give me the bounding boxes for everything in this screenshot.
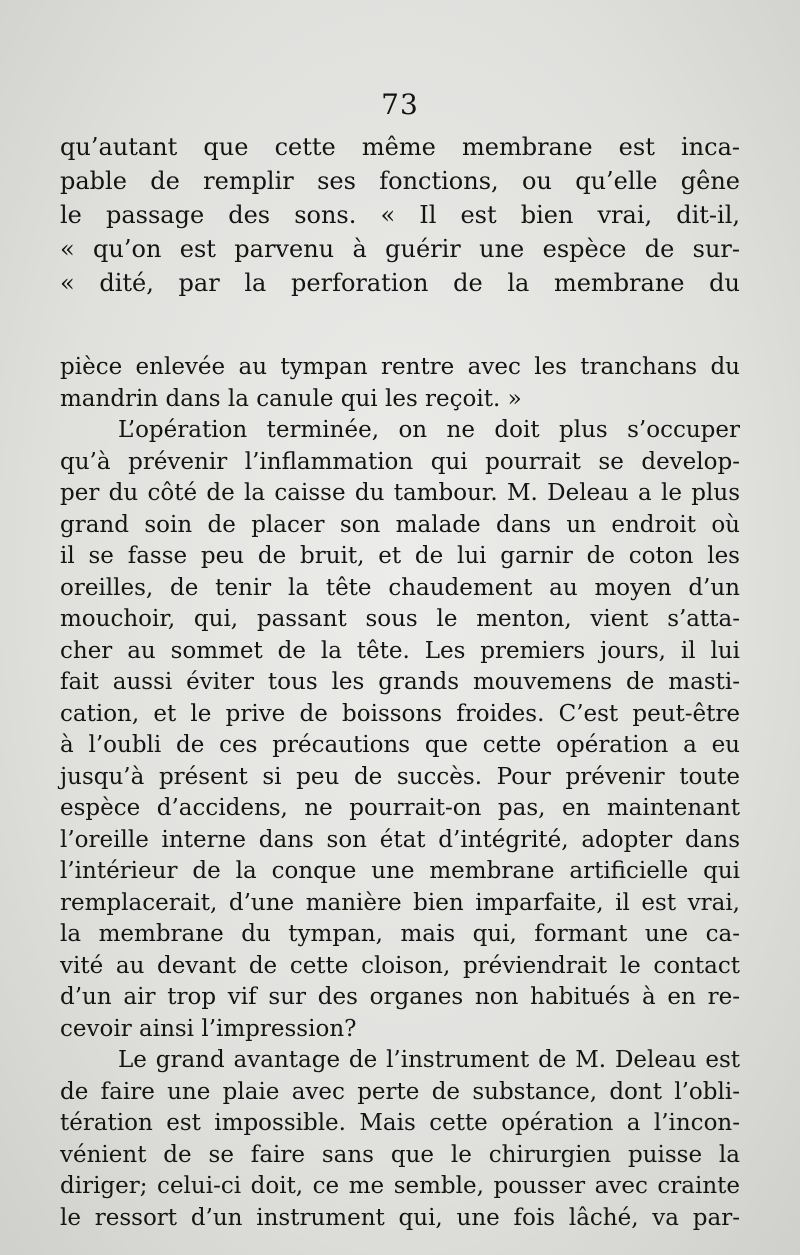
text-line: la membrane du tympan, mais qui, formant une ca- [60,921,740,947]
text-line: jusqu’à présent si peu de succès. Pour prévenir toute [60,763,740,790]
text-line: per du côté de la caisse du tambour. M. Deleau a le plus [60,480,740,506]
text-block-main [60,352,740,1234]
text-line: tération est impossible. Mais cette opération a l’incon- [60,1110,740,1136]
text-line: oreilles, de tenir la tête chaudement au moyen d’un [60,574,740,601]
text-line: de faire une plaie avec perte de substance, dont l’obli- [60,1078,740,1105]
text-line: vénient de se faire sans que le chirurgien puisse la [60,1141,740,1168]
text-line: l’intérieur de la conque une membrane artificielle qui [60,858,740,884]
text-line: d’un air trop vif sur des organes non habitués à en re- [60,984,740,1010]
text-line: cation, et le prive de boissons froides. C’est peut-être [60,700,740,727]
text-line: il se fasse peu de bruit, et de lui garnir de coton les [60,543,740,569]
text-line: diriger; celui-ci doit, ce me semble, pousser avec crainte [60,1173,740,1199]
text-line: à l’oubli de ces précautions que cette opération a eu [60,732,740,758]
text-line: cevoir ainsi l’impression? [60,1015,357,1042]
text-line: mouchoir, qui, passant sous le menton, vient s’atta- [60,606,740,632]
text-line: le ressort d’un instrument qui, une fois lâché, va par- [60,1204,740,1231]
text-line: grand soin de placer son malade dans un endroit où [60,511,740,538]
page-number: 73 [381,88,419,121]
paragraph-start-line: L’opération terminée, on ne doit plus s’occuper [118,417,740,443]
text-line: l’oreille interne dans son état d’intégrité, adopter dans [60,826,740,853]
text-line: mandrin dans la canule qui les reçoit. » [60,385,522,412]
text-line: pièce enlevée au tympan rentre avec les tranchans du [60,354,740,380]
text-line: vité au devant de cette cloison, préviendrait le contact [60,952,740,979]
text-line: qu’autant que cette même membrane est inca- [60,133,740,161]
text-line: cher au sommet de la tête. Les premiers jours, il lui [60,637,740,664]
text-line: « dité, par la perforation de la membrane du [60,269,740,297]
text-line: le passage des sons. « Il est bien vrai, dit-il, [60,201,740,229]
paragraph-start-line: Le grand avantage de l’instrument de M. Deleau est [118,1047,740,1073]
text-block-top [60,130,740,300]
text-line: pable de remplir ses fonctions, ou qu’elle gêne [60,167,740,195]
text-line: fait aussi éviter tous les grands mouvemens de masti- [60,669,740,695]
text-line: qu’à prévenir l’inflammation qui pourrait se develop- [60,448,740,475]
text-line: « qu’on est parvenu à guérir une espèce de sur- [60,235,740,263]
text-line: espèce d’accidens, ne pourrait-on pas, en maintenant [60,795,740,821]
text-line: remplacerait, d’une manière bien imparfaite, il est vrai, [60,889,740,916]
